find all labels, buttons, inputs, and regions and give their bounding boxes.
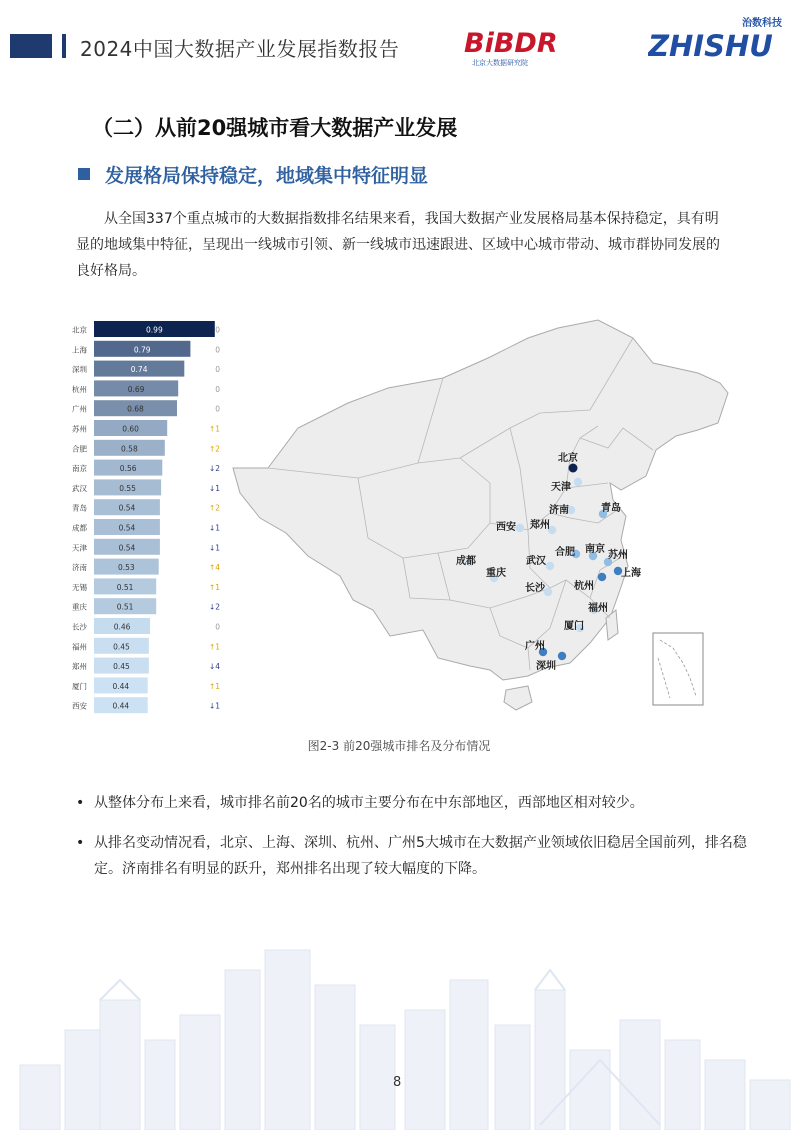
bullet-item	[76, 790, 754, 816]
rank-change-label: 0	[215, 365, 220, 375]
city-marker	[546, 562, 554, 570]
rank-change-label: ↓1	[208, 543, 220, 553]
bar-category-label: 杭州	[72, 384, 87, 394]
bar-value-label: 0.46	[113, 622, 131, 632]
bar-category-label: 无锡	[72, 582, 87, 592]
report-title: 2024中国大数据产业发展指数报告	[80, 37, 400, 61]
figure-caption: 图2-3 前20强城市排名及分布情况	[307, 739, 491, 753]
ranking-bar-chart	[70, 318, 230, 718]
rank-change-label: ↑1	[208, 681, 220, 691]
bar-value-label: 0.53	[117, 563, 135, 573]
city-label: 福州	[588, 603, 608, 614]
rank-change-label: ↓1	[208, 483, 220, 493]
bar-value-label: 0.54	[118, 543, 136, 553]
city-marker	[598, 573, 606, 581]
bar-category-label: 合肥	[72, 444, 87, 454]
zhishu-logo-text: ZHISHU	[648, 29, 773, 63]
bar-category-label: 重庆	[72, 602, 87, 612]
city-label: 天津	[551, 482, 571, 493]
bar-value-label: 0.55	[119, 483, 136, 493]
city-label: 郑州	[530, 520, 550, 531]
bar-value-label: 0.44	[112, 681, 130, 691]
bar-value-label: 0.79	[133, 345, 151, 355]
rank-change-label: ↑1	[208, 642, 220, 652]
city-label: 杭州	[574, 581, 594, 592]
section-heading: （二）从前20强城市看大数据产业发展	[92, 116, 458, 140]
subheading-square-icon	[78, 168, 90, 180]
bar-category-label: 广州	[72, 404, 87, 414]
bar-value-label: 0.54	[118, 523, 136, 533]
rank-change-label: 0	[215, 345, 220, 355]
rank-change-label: ↓1	[208, 701, 220, 711]
bar-category-label: 青岛	[72, 503, 87, 513]
rank-change-label: 0	[215, 384, 220, 394]
rank-change-label: 0	[215, 404, 220, 414]
bar-category-label: 天津	[72, 543, 87, 553]
bar-value-label: 0.51	[116, 582, 134, 592]
city-skyline-illustration	[0, 930, 798, 1130]
rank-change-label: ↑2	[208, 503, 220, 513]
bullet-dot-icon: •	[76, 835, 85, 851]
city-label: 合肥	[555, 547, 575, 558]
bar-value-label: 0.68	[127, 404, 144, 414]
bar-value-label: 0.45	[113, 642, 130, 652]
city-marker	[516, 524, 524, 532]
south-china-sea-inset	[653, 633, 703, 705]
rank-change-label: ↓2	[208, 602, 220, 612]
page-number: 8	[393, 1075, 402, 1090]
bar-value-label: 0.58	[121, 444, 138, 454]
bar-value-label: 0.60	[122, 424, 139, 434]
bar-value-label: 0.51	[116, 602, 134, 612]
city-label: 广州	[525, 641, 545, 652]
city-label: 长沙	[525, 583, 545, 594]
bar-value-label: 0.54	[118, 503, 136, 513]
intro-paragraph: 从全国337个重点城市的大数据指数排名结果来看，我国大数据产业发展格局基本保持稳定，具有明显的地域集中特征，呈现出一线城市引领、新一线城市迅速跟进、区域中心城市带动、城市群协同发展的良好格局。	[76, 211, 720, 279]
header-accent-bar	[10, 34, 52, 58]
rank-change-label: ↑2	[208, 444, 220, 454]
rank-change-label: ↑1	[208, 424, 220, 434]
bar-category-label: 厦门	[72, 681, 87, 691]
rank-change-label: 0	[215, 622, 220, 632]
city-label: 深圳	[536, 661, 556, 672]
bar-category-label: 南京	[72, 464, 87, 474]
city-label: 西安	[496, 522, 516, 533]
bullet-text: 从整体分布上来看，城市排名前20名的城市主要分布在中东部地区，西部地区相对较少。	[94, 795, 644, 811]
bibdr-logo	[462, 24, 630, 68]
rank-change-label: ↓4	[208, 662, 220, 672]
city-label: 上海	[621, 568, 641, 579]
zhishu-logo	[648, 14, 786, 66]
bar-category-label: 成都	[72, 523, 87, 533]
bar-category-label: 深圳	[72, 365, 87, 375]
zhishu-logo-subtitle: 治数科技	[742, 18, 782, 29]
bar-category-label: 苏州	[72, 424, 87, 434]
bibdr-logo-subtitle: 北京大数据研究院	[472, 59, 528, 67]
city-label: 厦门	[564, 621, 584, 632]
city-label: 南京	[585, 544, 605, 555]
rank-change-label: 0	[215, 325, 220, 335]
rank-change-label: ↓1	[208, 523, 220, 533]
bar-category-label: 济南	[72, 563, 87, 573]
bar-value-label: 0.69	[127, 384, 145, 394]
bar-category-label: 上海	[72, 345, 87, 355]
bar-category-label: 福州	[72, 642, 87, 652]
china-mainland-shape	[233, 320, 728, 680]
bullet-item	[76, 830, 754, 882]
city-marker	[574, 478, 582, 486]
city-label: 北京	[558, 453, 578, 464]
city-marker	[544, 588, 552, 596]
bullet-dot-icon: •	[76, 795, 85, 811]
city-marker	[558, 652, 566, 660]
bar-value-label: 0.74	[130, 365, 148, 375]
city-label: 苏州	[608, 550, 628, 561]
city-label: 青岛	[601, 503, 621, 514]
bar-category-label: 西安	[72, 701, 87, 711]
city-marker	[569, 464, 578, 473]
bullet-text: 从排名变动情况看，北京、上海、深圳、杭州、广州5大城市在大数据产业领域依旧稳居全国前列，排名稳定。济南排名有明显的跃升，郑州排名出现了较大幅度的下降。	[94, 835, 747, 877]
rank-change-label: ↑1	[208, 582, 220, 592]
bar-value-label: 0.44	[112, 701, 130, 711]
hainan-island-shape	[504, 686, 532, 710]
bar-value-label: 0.45	[113, 662, 130, 672]
city-label: 重庆	[486, 568, 506, 579]
city-label: 成都	[456, 556, 476, 567]
sub-heading: 发展格局保持稳定，地域集中特征明显	[105, 165, 429, 187]
bibdr-logo-text: BiBDR	[464, 28, 558, 59]
rank-change-label: ↑4	[208, 563, 220, 573]
city-label: 济南	[549, 505, 569, 516]
bar-category-label: 长沙	[72, 622, 87, 632]
header-accent-tick	[62, 34, 66, 58]
bar-value-label: 0.99	[146, 325, 163, 335]
bar-value-label: 0.56	[119, 464, 137, 474]
bar-category-label: 北京	[72, 325, 87, 335]
bar-category-label: 郑州	[72, 662, 87, 672]
rank-change-label: ↓2	[208, 464, 220, 474]
bar-category-label: 武汉	[72, 483, 87, 493]
china-city-map	[228, 318, 730, 713]
city-label: 武汉	[526, 556, 546, 567]
